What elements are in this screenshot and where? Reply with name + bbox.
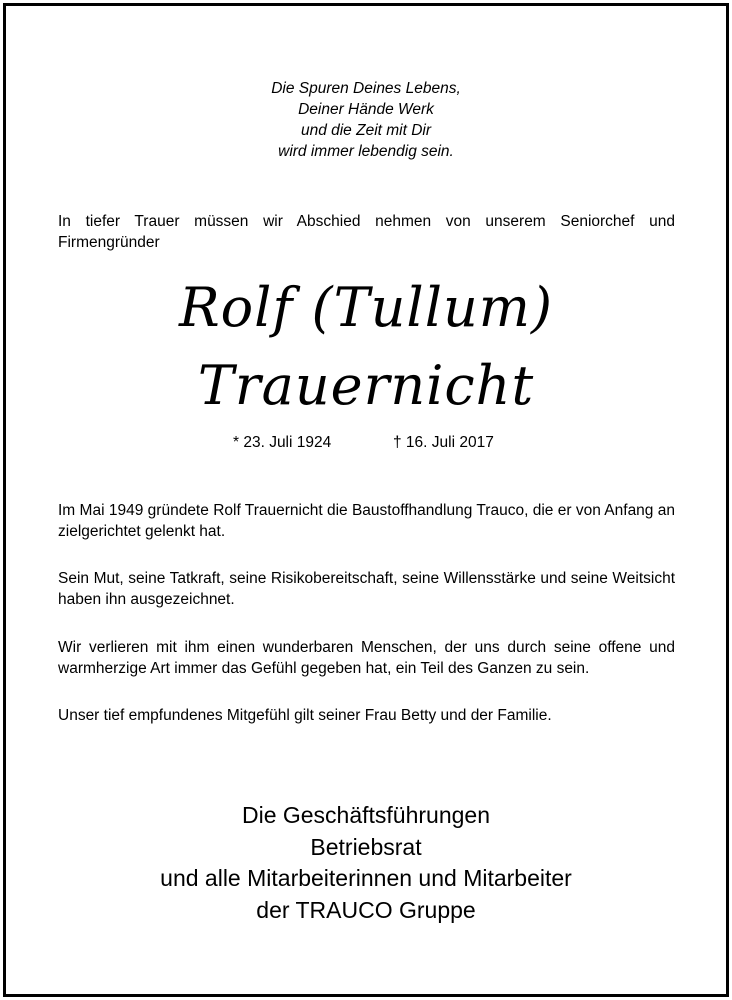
memorial-poem <box>0 78 732 162</box>
death-date: † 16. Juli 2017 <box>393 434 494 451</box>
paragraph: Im Mai 1949 gründete Rolf Trauernicht die Baustoffhandlung Trauco, die er von Anfang an zielgerichtet gelenkt hat. <box>58 502 675 540</box>
signature-line: Die Geschäftsführungen <box>241 802 491 828</box>
birth-date: * 23. Juli 1924 <box>233 434 332 451</box>
signature-line: und alle Mitarbeiterinnen und Mitarbeiter <box>160 865 572 891</box>
intro-text: In tiefer Trauer müssen wir Abschied nehmen von unserem Seniorchef und Firmengründer <box>58 213 675 251</box>
signature-line: der TRAUCO Gruppe <box>256 896 476 923</box>
poem-line: Deiner Hände Werk <box>298 101 434 118</box>
poem-line: wird immer lebendig sein. <box>278 143 454 160</box>
signature-block <box>0 800 732 926</box>
deceased-name-line-1: Rolf (Tullum) <box>178 276 554 339</box>
paragraph: Wir verlieren mit ihm einen wunderbaren Menschen, der uns durch seine offene und warmherzige Art immer das Gefühl gegeben hat, ein Teil des Ganzen zu sein. <box>58 639 675 677</box>
paragraph: Unser tief empfundenes Mitgefühl gilt seiner Frau Betty und der Familie. <box>58 707 552 724</box>
paragraph: Sein Mut, seine Tatkraft, seine Risikobereitschaft, seine Willensstärke und seine Weitsicht haben ihn ausgezeichnet. <box>58 570 675 608</box>
signature-line: Betriebsrat <box>310 833 422 860</box>
poem-line: Die Spuren Deines Lebens, <box>271 80 461 97</box>
deceased-name-line-2: Trauernicht <box>197 354 535 417</box>
poem-line: und die Zeit mit Dir <box>300 122 432 139</box>
